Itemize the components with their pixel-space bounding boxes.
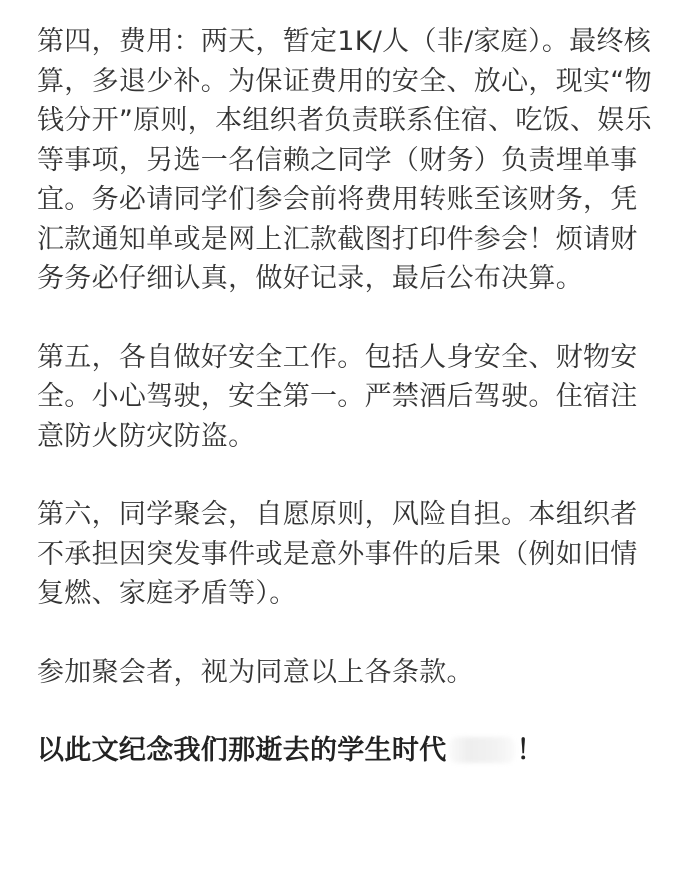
paragraph-gap — [37, 692, 664, 731]
paragraph-fees: 第四，费用：两天，暂定1K/人（非/家庭）。最终核算，多退少补。为保证费用的安全、放心，现实“物钱分开”原则，本组织者负责联系住宿、吃饭、娱乐等事项，另选一名信赖之同学（财务）负责埋单事宜。务必请同学们参会前将费用转账至该财务，凭汇款通知单或是网上汇款截图打印件参会！烦请财务务必仔细认真，做好记录，最后公布决算。 — [37, 26, 652, 294]
paragraph-safety: 第五，各自做好安全工作。包括人身安全、财物安全。小心驾驶，安全第一。严禁酒后驾驶。住宿注意防火防灾防盗。 — [37, 341, 638, 452]
paragraph-gap — [37, 614, 664, 653]
paragraph-agreement: 参加聚会者，视为同意以上各条款。 — [37, 656, 474, 688]
paragraph-gap — [37, 299, 664, 338]
paragraph-gap — [37, 456, 664, 495]
paragraph-voluntary: 第六，同学聚会，自愿原则，风险自担。本组织者不承担因突发事件或是意外事件的后果（例如旧情复燃、家庭矛盾等）。 — [37, 499, 638, 609]
closing-line — [37, 731, 664, 771]
redacted-blur — [449, 737, 515, 763]
closing-punctuation: ！ — [516, 735, 544, 766]
closing-text: 以此文纪念我们那逝去的学生时代 — [37, 735, 447, 766]
